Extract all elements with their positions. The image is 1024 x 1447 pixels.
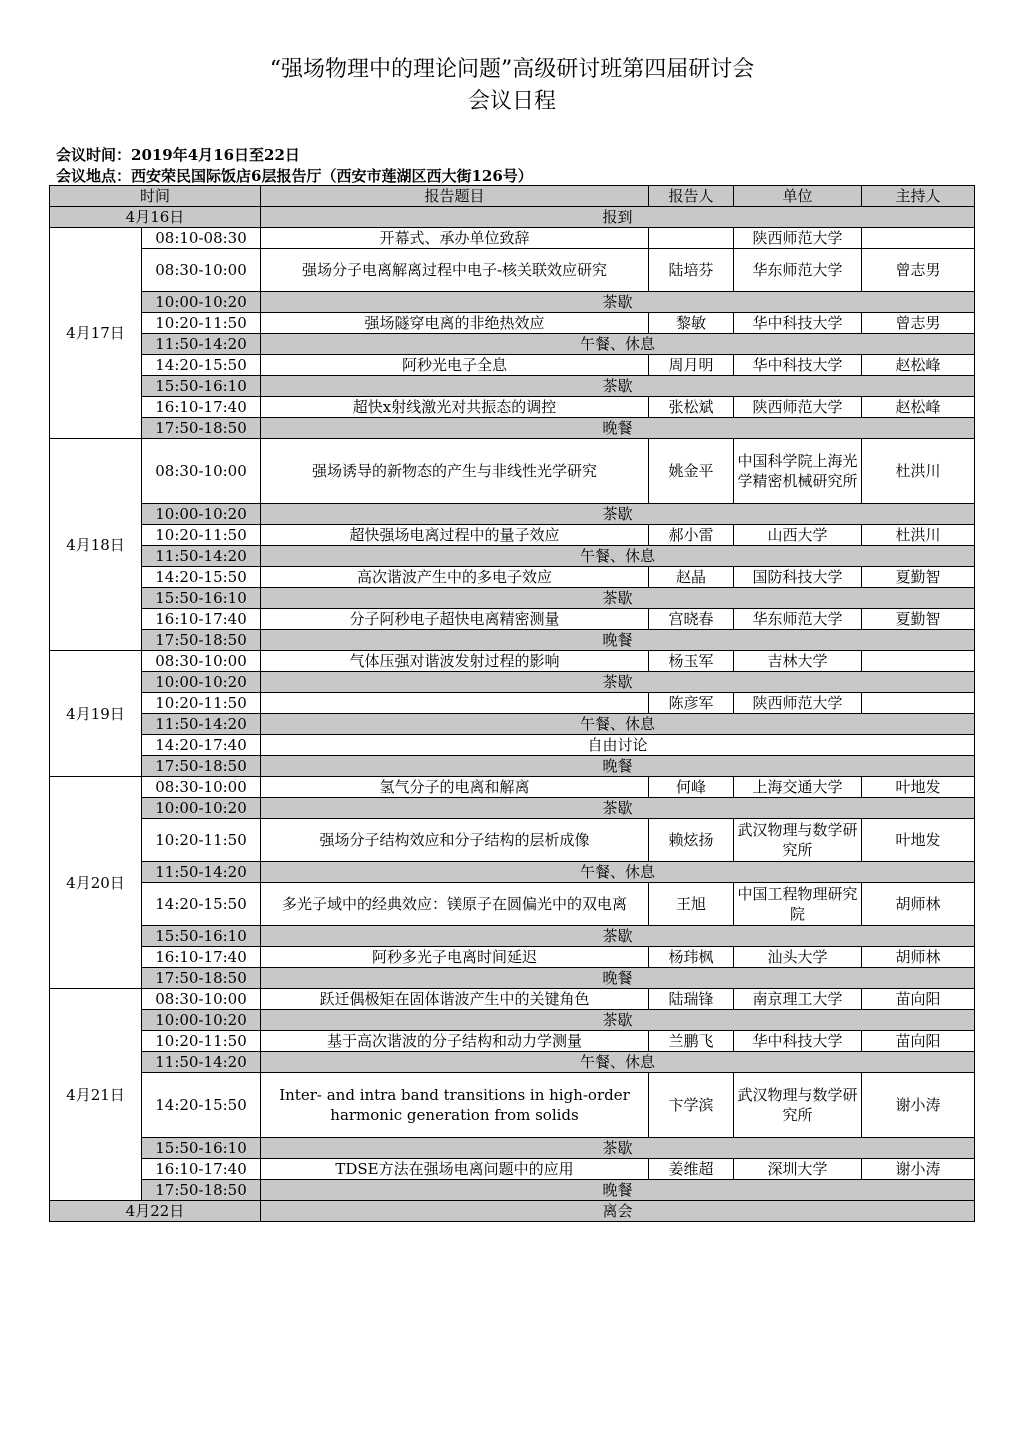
time-cell: 08:10-08:30: [142, 228, 261, 249]
free-discussion: 自由讨论: [261, 735, 975, 756]
day-status: 报到: [261, 207, 975, 228]
table-row: [50, 567, 975, 588]
table-row: [50, 1073, 975, 1138]
time-cell: 17:50-18:50: [142, 756, 261, 777]
table-row: [50, 355, 975, 376]
topic-text: 跃迁偶极矩在固体谐波产生中的关键角色: [319, 990, 590, 1008]
header-row: [50, 186, 975, 207]
table-row: [50, 249, 975, 292]
unit-cell: [734, 777, 862, 798]
time-cell: 14:20-15:50: [142, 1073, 261, 1138]
unit-cell: [734, 1159, 862, 1180]
unit-cell: [734, 355, 862, 376]
unit-text: 华东师范大学: [752, 610, 843, 628]
time-cell: 10:00-10:20: [142, 672, 261, 693]
break-label: 午餐、休息: [261, 1052, 975, 1073]
time-cell: 11:50-14:20: [142, 1052, 261, 1073]
topic-cell: [261, 1159, 649, 1180]
topic-cell: [261, 439, 649, 504]
topic-text: 高次谐波产生中的多电子效应: [356, 568, 552, 586]
topic-cell: [261, 249, 649, 292]
topic-text: 超快x射线激光对共振态的调控: [352, 398, 557, 416]
topic-cell: [261, 693, 649, 714]
table-row: [50, 1010, 975, 1031]
topic-cell: [261, 883, 649, 926]
time-cell: 16:10-17:40: [142, 397, 261, 418]
topic-cell: [261, 397, 649, 418]
table-row: [50, 418, 975, 439]
topic-text: Inter- and intra band transitions in high-order harmonic generation from solids: [279, 1086, 630, 1124]
topic-cell: [261, 609, 649, 630]
time-cell: 15:50-16:10: [142, 588, 261, 609]
time-cell: 08:30-10:00: [142, 777, 261, 798]
table-row: [50, 651, 975, 672]
unit-text: 陕西师范大学: [752, 229, 843, 247]
date-cell: 4月20日: [50, 777, 142, 989]
table-row: [50, 672, 975, 693]
date-cell: 4月22日: [50, 1201, 261, 1222]
speaker-cell: 陆瑞锋: [649, 989, 734, 1010]
speaker-cell: 陆培芬: [649, 249, 734, 292]
unit-cell: [734, 609, 862, 630]
host-cell: 夏勤智: [862, 609, 975, 630]
break-label: 茶歇: [261, 504, 975, 525]
speaker-cell: [649, 228, 734, 249]
table-row: [50, 693, 975, 714]
header-unit: 单位: [734, 186, 862, 207]
unit-text: 汕头大学: [767, 948, 828, 966]
table-row: [50, 439, 975, 504]
topic-text: 阿秒光电子全息: [401, 356, 507, 374]
table-row: [50, 313, 975, 334]
host-cell: 夏勤智: [862, 567, 975, 588]
time-cell: 10:00-10:20: [142, 504, 261, 525]
table-row: [50, 1159, 975, 1180]
topic-text: 气体压强对谐波发射过程的影响: [349, 652, 560, 670]
unit-cell: [734, 989, 862, 1010]
table-row: [50, 968, 975, 989]
time-cell: 14:20-15:50: [142, 883, 261, 926]
header-speaker: 报告人: [649, 186, 734, 207]
host-cell: 苗向阳: [862, 989, 975, 1010]
break-label: 晚餐: [261, 968, 975, 989]
table-row: [50, 397, 975, 418]
time-cell: 10:20-11:50: [142, 693, 261, 714]
speaker-cell: 宫晓春: [649, 609, 734, 630]
time-cell: 15:50-16:10: [142, 1138, 261, 1159]
host-cell: 胡师林: [862, 883, 975, 926]
break-label: 午餐、休息: [261, 334, 975, 355]
host-cell: [862, 693, 975, 714]
time-cell: 17:50-18:50: [142, 418, 261, 439]
topic-text: 强场诱导的新物态的产生与非线性光学研究: [311, 462, 597, 480]
date-cell: 4月16日: [50, 207, 261, 228]
host-cell: 叶地发: [862, 777, 975, 798]
topic-cell: [261, 525, 649, 546]
time-cell: 10:20-11:50: [142, 525, 261, 546]
unit-text: 武汉物理与数学研究所: [737, 1086, 858, 1124]
topic-cell: [261, 651, 649, 672]
host-cell: 谢小涛: [862, 1159, 975, 1180]
break-label: 晚餐: [261, 1180, 975, 1201]
break-label: 茶歇: [261, 588, 975, 609]
table-row: [50, 1138, 975, 1159]
time-cell: 08:30-10:00: [142, 651, 261, 672]
unit-text: 陕西师范大学: [752, 694, 843, 712]
time-cell: 14:20-15:50: [142, 355, 261, 376]
header-host: 主持人: [862, 186, 975, 207]
speaker-cell: 黎敏: [649, 313, 734, 334]
unit-cell: [734, 947, 862, 968]
schedule-body: [50, 186, 975, 1222]
table-row: [50, 609, 975, 630]
table-row: [50, 947, 975, 968]
table-row: [50, 714, 975, 735]
topic-text: 多光子域中的经典效应：镁原子在圆偏光中的双电离: [281, 895, 627, 913]
break-label: 茶歇: [261, 292, 975, 313]
break-label: 茶歇: [261, 798, 975, 819]
unit-cell: [734, 819, 862, 862]
time-cell: 14:20-15:50: [142, 567, 261, 588]
unit-text: 华中科技大学: [752, 356, 843, 374]
meeting-place: 会议地点：西安荣民国际饭店6层报告厅（西安市莲湖区西大街126号）: [56, 167, 533, 185]
topic-cell: [261, 355, 649, 376]
speaker-cell: 张松斌: [649, 397, 734, 418]
break-label: 茶歇: [261, 376, 975, 397]
table-row: [50, 588, 975, 609]
topic-text: 强场隧穿电离的非绝热效应: [364, 314, 545, 332]
speaker-cell: 郝小雷: [649, 525, 734, 546]
break-label: 晚餐: [261, 418, 975, 439]
speaker-cell: 赖炫扬: [649, 819, 734, 862]
topic-cell: [261, 1073, 649, 1138]
topic-text: 强场分子结构效应和分子结构的层析成像: [319, 831, 590, 849]
table-row: [50, 334, 975, 355]
break-label: 茶歇: [261, 926, 975, 947]
topic-text: 阿秒多光子电离时间延迟: [371, 948, 537, 966]
time-cell: 10:20-11:50: [142, 1031, 261, 1052]
unit-text: 华中科技大学: [752, 314, 843, 332]
time-cell: 16:10-17:40: [142, 1159, 261, 1180]
table-row: [50, 862, 975, 883]
time-cell: 08:30-10:00: [142, 989, 261, 1010]
unit-text: 山西大学: [767, 526, 828, 544]
break-label: 茶歇: [261, 1138, 975, 1159]
meeting-time: 会议时间：2019年4月16日至22日: [56, 146, 300, 164]
topic-text: 开幕式、承办单位致辞: [379, 229, 530, 247]
topic-cell: [261, 1031, 649, 1052]
table-row: [50, 735, 975, 756]
speaker-cell: 王旭: [649, 883, 734, 926]
day-row-d22: [50, 1201, 975, 1222]
speaker-cell: 何峰: [649, 777, 734, 798]
break-label: 午餐、休息: [261, 546, 975, 567]
unit-cell: [734, 228, 862, 249]
table-row: [50, 756, 975, 777]
break-label: 晚餐: [261, 756, 975, 777]
topic-cell: [261, 819, 649, 862]
date-cell: 4月17日: [50, 228, 142, 439]
table-row: [50, 1031, 975, 1052]
host-cell: 杜洪川: [862, 525, 975, 546]
date-cell: 4月19日: [50, 651, 142, 777]
table-row: [50, 1180, 975, 1201]
time-cell: 10:00-10:20: [142, 292, 261, 313]
time-cell: 14:20-17:40: [142, 735, 261, 756]
break-label: 茶歇: [261, 1010, 975, 1031]
topic-cell: [261, 947, 649, 968]
unit-text: 陕西师范大学: [752, 398, 843, 416]
unit-text: 国防科技大学: [752, 568, 843, 586]
speaker-cell: 赵晶: [649, 567, 734, 588]
topic-cell: [261, 989, 649, 1010]
table-row: [50, 292, 975, 313]
unit-text: 华东师范大学: [752, 261, 843, 279]
schedule-table: [49, 185, 975, 1222]
unit-cell: [734, 693, 862, 714]
topic-text: 基于高次谐波的分子结构和动力学测量: [326, 1032, 582, 1050]
topic-text: 强场分子电离解离过程中电子-核关联效应研究: [301, 261, 608, 279]
topic-cell: [261, 228, 649, 249]
unit-text: 吉林大学: [767, 652, 828, 670]
speaker-cell: 陈彦军: [649, 693, 734, 714]
unit-text: 武汉物理与数学研究所: [737, 821, 858, 859]
day-status: 离会: [261, 1201, 975, 1222]
host-cell: [862, 651, 975, 672]
time-cell: 11:50-14:20: [142, 862, 261, 883]
topic-text: 氢气分子的电离和解离: [379, 778, 530, 796]
table-row: [50, 376, 975, 397]
speaker-cell: 兰鹏飞: [649, 1031, 734, 1052]
host-cell: 曾志男: [862, 313, 975, 334]
host-cell: [862, 228, 975, 249]
time-cell: 17:50-18:50: [142, 968, 261, 989]
time-cell: 08:30-10:00: [142, 439, 261, 504]
unit-cell: [734, 1073, 862, 1138]
unit-cell: [734, 567, 862, 588]
topic-cell: [261, 567, 649, 588]
date-cell: 4月21日: [50, 989, 142, 1201]
break-label: 晚餐: [261, 630, 975, 651]
header-topic: 报告题目: [261, 186, 649, 207]
table-row: [50, 504, 975, 525]
host-cell: 叶地发: [862, 819, 975, 862]
topic-cell: [261, 777, 649, 798]
time-cell: 11:50-14:20: [142, 714, 261, 735]
topic-text: 分子阿秒电子超快电离精密测量: [349, 610, 560, 628]
time-cell: 16:10-17:40: [142, 609, 261, 630]
unit-text: 中国科学院上海光学精密机械研究所: [737, 452, 858, 490]
time-cell: 10:00-10:20: [142, 798, 261, 819]
time-cell: 15:50-16:10: [142, 926, 261, 947]
speaker-cell: 杨玮枫: [649, 947, 734, 968]
host-cell: 谢小涛: [862, 1073, 975, 1138]
unit-text: 南京理工大学: [752, 990, 843, 1008]
unit-text: 华中科技大学: [752, 1032, 843, 1050]
day-row-d16: [50, 207, 975, 228]
unit-cell: [734, 1031, 862, 1052]
time-cell: 08:30-10:00: [142, 249, 261, 292]
topic-text: 超快强场电离过程中的量子效应: [349, 526, 560, 544]
table-row: [50, 525, 975, 546]
speaker-cell: 周月明: [649, 355, 734, 376]
date-cell: 4月18日: [50, 439, 142, 651]
unit-text: 深圳大学: [767, 1160, 828, 1178]
unit-text: 中国工程物理研究院: [737, 885, 858, 923]
table-row: [50, 630, 975, 651]
table-row: [50, 819, 975, 862]
table-row: [50, 546, 975, 567]
time-cell: 10:00-10:20: [142, 1010, 261, 1031]
unit-cell: [734, 439, 862, 504]
time-cell: 10:20-11:50: [142, 313, 261, 334]
unit-cell: [734, 651, 862, 672]
host-cell: 赵松峰: [862, 397, 975, 418]
time-cell: 11:50-14:20: [142, 334, 261, 355]
table-row: [50, 798, 975, 819]
time-cell: 11:50-14:20: [142, 546, 261, 567]
document-subtitle: 会议日程: [467, 89, 556, 114]
break-label: 午餐、休息: [261, 862, 975, 883]
unit-cell: [734, 525, 862, 546]
table-row: [50, 777, 975, 798]
break-label: 午餐、休息: [261, 714, 975, 735]
speaker-cell: 卞学滨: [649, 1073, 734, 1138]
unit-cell: [734, 313, 862, 334]
host-cell: 曾志男: [862, 249, 975, 292]
time-cell: 17:50-18:50: [142, 1180, 261, 1201]
unit-cell: [734, 883, 862, 926]
time-cell: 17:50-18:50: [142, 630, 261, 651]
table-row: [50, 883, 975, 926]
host-cell: 赵松峰: [862, 355, 975, 376]
speaker-cell: 杨玉军: [649, 651, 734, 672]
table-row: [50, 989, 975, 1010]
time-cell: 16:10-17:40: [142, 947, 261, 968]
table-row: [50, 1052, 975, 1073]
unit-cell: [734, 397, 862, 418]
time-cell: 10:20-11:50: [142, 819, 261, 862]
host-cell: 苗向阳: [862, 1031, 975, 1052]
header-time: 时间: [50, 186, 261, 207]
break-label: 茶歇: [261, 672, 975, 693]
topic-text: TDSE方法在强场电离问题中的应用: [335, 1160, 574, 1178]
table-row: [50, 228, 975, 249]
speaker-cell: 姜维超: [649, 1159, 734, 1180]
unit-text: 上海交通大学: [752, 778, 843, 796]
host-cell: 胡师林: [862, 947, 975, 968]
document-title: “强场物理中的理论问题”高级研讨班第四届研讨会: [269, 57, 755, 82]
unit-cell: [734, 249, 862, 292]
table-row: [50, 926, 975, 947]
host-cell: 杜洪川: [862, 439, 975, 504]
time-cell: 15:50-16:10: [142, 376, 261, 397]
speaker-cell: 姚金平: [649, 439, 734, 504]
topic-cell: [261, 313, 649, 334]
